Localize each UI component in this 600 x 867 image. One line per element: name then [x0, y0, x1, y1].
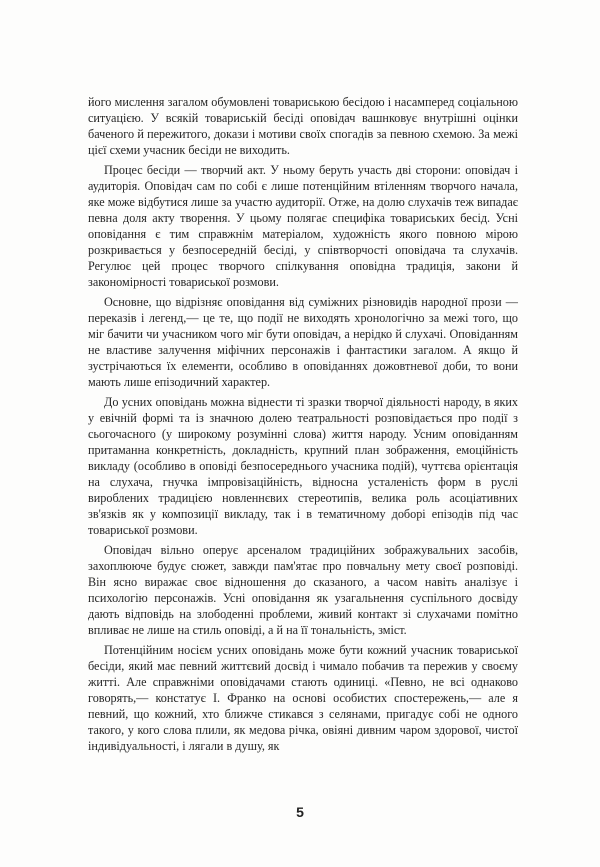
paragraph-distinction: Основне, що відрізняє оповідання від суміжних різновидів народної прози — переказів і легенд,— це те, що події не виходять хронологічно за межі того, що міг бачити чи учасником чого міг бути оповідач, а нерідко й слухачі. Оповіданням не властиве залучення міфічних персонажів і фантастики загалом. А якщо й зустрічаються їх елементи, особливо в оповіданнях дожовтневої доби, то вони мають лише епізодичний характер.	[88, 295, 518, 389]
paragraph-conversation-process: Процес бесіди — творчий акт. У ньому беруть участь дві сторони: оповідач і аудиторія. Оповідач сам по собі є лише потенційним втіленням творчого начала, яке може відбутися лише за участю аудиторії. Отже, на долю слухачів теж випадає певна доля акту творення. У цьому полягає специфіка товариських бесід. Усні оповідання є тим справжнім матеріалом, художність якого повною мірою розкривається у безпосередній бесіді, у співтворчості оповідача та слухачів. Регулює цей процес творчого спілкування оповідна традиція, закони й закономірності товариської розмови.	[88, 163, 518, 289]
page-number: 5	[296, 804, 304, 820]
paragraph-definition: До усних оповідань можна віднести ті зразки творчої діяльності народу, в яких у евічній формі та із значною долею театральності розповідається про події з сьогочасного (у широкому розумінні слова) життя народу. Усним оповіданням притаманна конкретність, докладність, крупний план зображення, емоційність викладу (особливо в оповіді безпосереднього учасника подій), чуттєва орієнтація на слухача, гнучка імпровізаційність, відносна усталеність форм в руслі вироблених традицією новленнєвих стереотипів, велика роль асоціативних зв'язків як у композиції викладу, так і в тематичному доборі епізодів під час товариської розмови.	[88, 395, 518, 537]
paragraph-narrator: Оповідач вільно оперує арсеналом традиційних зображувальних засобів, захоплююче будує сюжет, завжди пам'ятає про повчальну мету своєї розповіді. Він ясно виражає своє відношення до сказаного, а часом навіть аналізує і психологію персонажів. Усні оповідання як узагальнення суспільного досвіду дають відповідь на злободенні проблеми, живий контакт зі слухачами помітно впливає не лише на стиль оповіді, а й на її тональність, зміст.	[88, 543, 518, 637]
paragraph-potential-bearer: Потенційним носієм усних оповідань може бути кожний учасник товариської бесіди, який має певний життєвий досвід і чимало побачив та пережив у своєму житті. Але справжніми оповідачами стають одиниці. «Певно, не всі однаково говорять,— констатує І. Франко на основі особистих спостережень,— але я певний, що кожний, хто ближче стикався з селянами, пригадує собі не одного такого, у кого слова плили, як медова річка, овіяні дивним чаром здорової, чистої індивідуальності, і лягали в душу, як	[88, 643, 518, 753]
body-text	[88, 94, 518, 754]
paragraph-continued: його мислення загалом обумовлені товариською бесідою і насамперед соціальною ситуацією. У всякій товариській бесіді оповідач вашнковує внутрішні оцінки баченого й пережитого, докази і мотиви своїх спогадів за певною схемою. За межі цієї схеми учасник бесіди не виходить.	[88, 95, 518, 157]
